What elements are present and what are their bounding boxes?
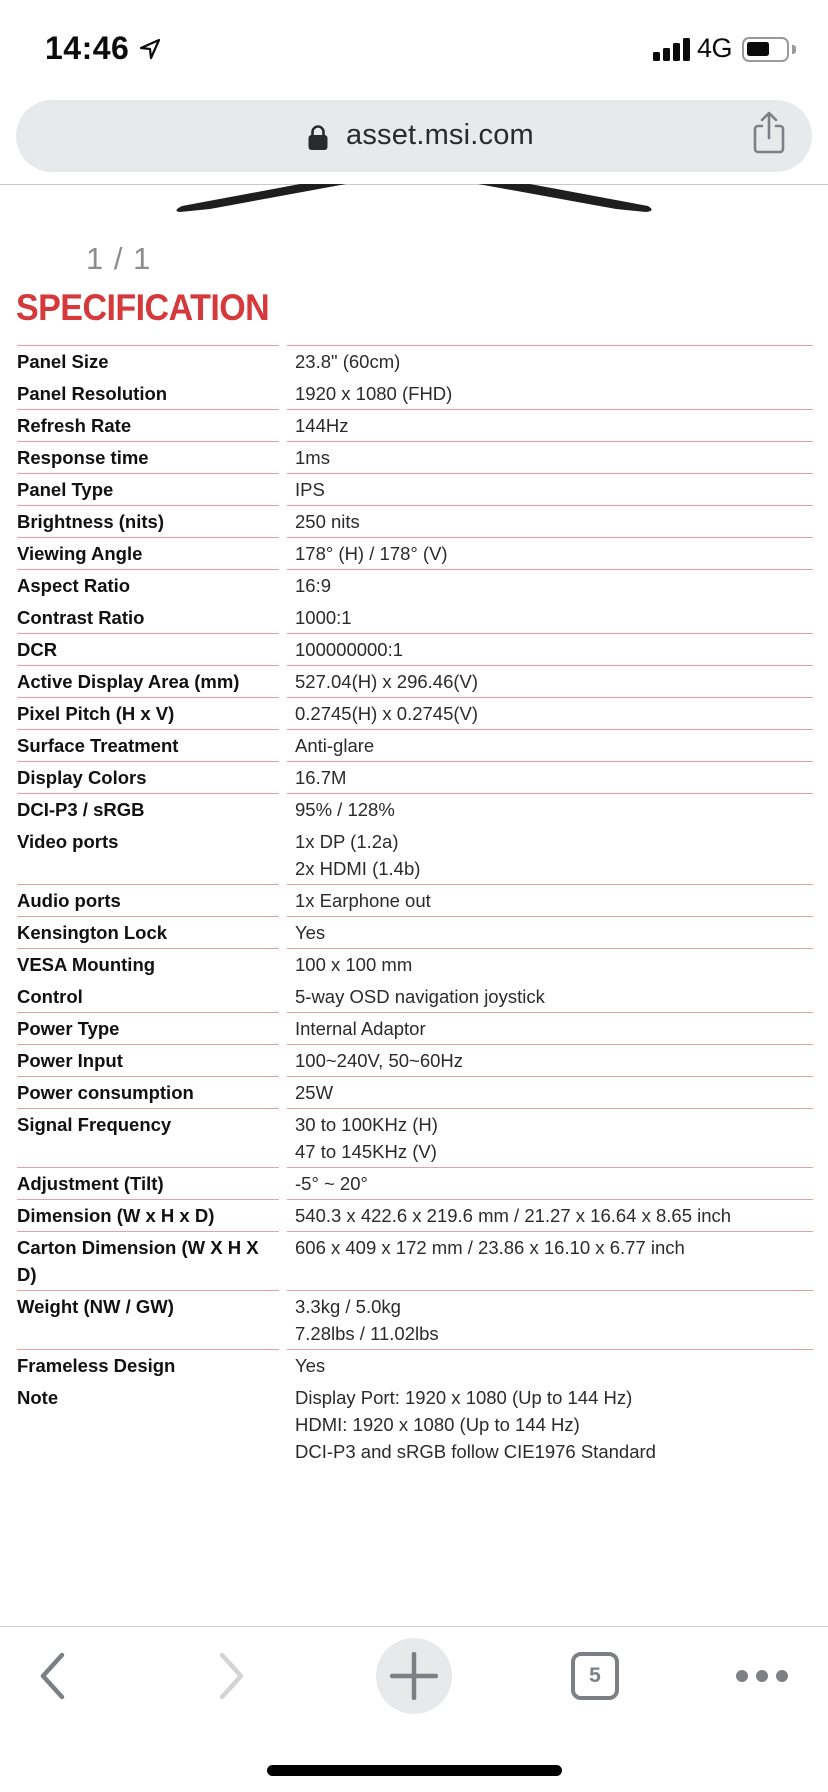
spec-value	[295, 1384, 813, 1465]
spec-label: Frameless Design	[17, 1355, 176, 1376]
spec-value	[295, 604, 813, 631]
spec-row-video-ports	[17, 826, 813, 885]
spec-value-line: DCI-P3 and sRGB follow CIE1976 Standard	[295, 1441, 656, 1462]
spec-label: Viewing Angle	[17, 543, 143, 564]
spec-row-dimension	[17, 1200, 813, 1232]
spec-row-power-consumption	[17, 1077, 813, 1109]
spec-value-line: 2x HDMI (1.4b)	[295, 858, 421, 879]
spec-row-panel-size	[17, 346, 813, 378]
forward-button[interactable]	[208, 1646, 256, 1706]
spec-value	[295, 1047, 813, 1074]
spec-value	[295, 636, 813, 663]
spec-row-panel-type	[17, 474, 813, 506]
spec-value-line: 1920 x 1080 (FHD)	[295, 383, 453, 404]
spec-value-line: 1x Earphone out	[295, 890, 431, 911]
share-icon[interactable]	[752, 110, 786, 154]
spec-row-kensington-lock	[17, 917, 813, 949]
spec-value	[295, 540, 813, 567]
spec-row-power-input	[17, 1045, 813, 1077]
bottom-toolbar-divider	[0, 1626, 828, 1627]
spec-label: Contrast Ratio	[17, 607, 145, 628]
spec-table	[17, 346, 813, 1468]
spec-row-control	[17, 981, 813, 1013]
spec-row-surface-treatment	[17, 730, 813, 762]
lock-icon	[307, 124, 329, 151]
spec-value-line: 540.3 x 422.6 x 219.6 mm / 21.27 x 16.64 x 8.65 inch	[295, 1205, 732, 1226]
location-arrow-icon	[139, 38, 161, 60]
spec-value-line: 7.28lbs / 11.02lbs	[295, 1323, 439, 1344]
spec-value	[295, 796, 813, 823]
spec-label: Panel Resolution	[17, 383, 168, 404]
spec-value-line: 1ms	[295, 447, 330, 468]
spec-label: Video ports	[17, 831, 119, 852]
spec-label: Audio ports	[17, 890, 121, 911]
spec-label: Adjustment (Tilt)	[17, 1173, 164, 1194]
spec-value	[295, 1293, 813, 1347]
spec-value-line: 100 x 100 mm	[295, 954, 413, 975]
specification-title: SPECIFICATION	[16, 287, 270, 328]
home-indicator[interactable]	[267, 1765, 562, 1776]
tabs-button[interactable]: 5	[571, 1652, 619, 1700]
spec-row-panel-resolution	[17, 378, 813, 410]
spec-value-line: HDMI: 1920 x 1080 (Up to 144 Hz)	[295, 1414, 580, 1435]
chevron-right-icon	[218, 1652, 246, 1700]
spec-value-line: Internal Adaptor	[295, 1018, 426, 1039]
spec-label: Dimension (W x H x D)	[17, 1205, 215, 1226]
spec-label: Power consumption	[17, 1082, 194, 1103]
spec-value-line: 144Hz	[295, 415, 349, 436]
spec-row-pixel-pitch	[17, 698, 813, 730]
more-button[interactable]	[728, 1656, 796, 1696]
spec-value-line: 1x DP (1.2a)	[295, 831, 399, 852]
spec-label: Control	[17, 986, 83, 1007]
spec-value	[295, 732, 813, 759]
spec-value	[295, 668, 813, 695]
spec-row-note	[17, 1382, 813, 1468]
spec-value-line: 5-way OSD navigation joystick	[295, 986, 545, 1007]
spec-value-line: 25W	[295, 1082, 334, 1103]
spec-value	[295, 983, 813, 1010]
spec-row-viewing-angle	[17, 538, 813, 570]
new-tab-button[interactable]	[376, 1638, 452, 1714]
spec-value	[295, 348, 813, 375]
spec-row-dci-p3-srgb	[17, 794, 813, 826]
spec-value-line: 527.04(H) x 296.46(V)	[295, 671, 479, 692]
spec-row-carton-dimension	[17, 1232, 813, 1291]
spec-label: Kensington Lock	[17, 922, 168, 943]
spec-value	[295, 1234, 813, 1288]
spec-label: Panel Type	[17, 479, 114, 500]
spec-row-weight	[17, 1291, 813, 1350]
spec-label: Brightness (nits)	[17, 511, 164, 532]
spec-row-aspect-ratio	[17, 570, 813, 602]
spec-row-signal-frequency	[17, 1109, 813, 1168]
spec-label: Panel Size	[17, 351, 109, 372]
spec-row-adjustment-tilt	[17, 1168, 813, 1200]
spec-value-line: 16.7M	[295, 767, 347, 788]
spec-value	[295, 380, 813, 407]
spec-row-refresh-rate	[17, 410, 813, 442]
spec-value-line: 250 nits	[295, 511, 360, 532]
spec-label: Refresh Rate	[17, 415, 132, 436]
spec-row-display-colors	[17, 762, 813, 794]
spec-row-brightness	[17, 506, 813, 538]
status-time: 14:46	[45, 30, 130, 66]
spec-value-line: 95% / 128%	[295, 799, 395, 820]
spec-value-line: 3.3kg / 5.0kg	[295, 1296, 401, 1317]
spec-label: Pixel Pitch (H x V)	[17, 703, 175, 724]
spec-value-line: 0.2745(H) x 0.2745(V)	[295, 703, 479, 724]
spec-value-line: -5° ~ 20°	[295, 1173, 368, 1194]
spec-label: Carton Dimension (W X H X D)	[17, 1237, 259, 1285]
spec-value	[295, 700, 813, 727]
spec-value-line: 178° (H) / 178° (V)	[295, 543, 448, 564]
spec-label: DCR	[17, 639, 58, 660]
spec-value-line: Display Port: 1920 x 1080 (Up to 144 Hz)	[295, 1387, 633, 1408]
spec-value-line: IPS	[295, 479, 325, 500]
spec-row-audio-ports	[17, 885, 813, 917]
back-button[interactable]	[28, 1646, 76, 1706]
spec-value-line: Yes	[295, 922, 326, 943]
spec-value	[295, 412, 813, 439]
spec-label: Weight (NW / GW)	[17, 1296, 174, 1317]
spec-label: Active Display Area (mm)	[17, 671, 240, 692]
monitor-stand-image	[0, 184, 828, 216]
spec-value	[295, 1079, 813, 1106]
spec-label: Response time	[17, 447, 149, 468]
spec-label: Display Colors	[17, 767, 147, 788]
battery-icon	[742, 37, 789, 62]
spec-label: DCI-P3 / sRGB	[17, 799, 145, 820]
spec-value	[295, 508, 813, 535]
spec-value-line: 23.8" (60cm)	[295, 351, 401, 372]
page-counter: 1 / 1	[86, 241, 152, 276]
spec-value	[295, 887, 813, 914]
spec-value	[295, 951, 813, 978]
spec-value	[295, 476, 813, 503]
spec-value-line: 16:9	[295, 575, 332, 596]
spec-value	[295, 1202, 813, 1229]
more-dots-icon	[734, 1668, 790, 1684]
spec-value	[295, 828, 813, 882]
network-type: 4G	[697, 33, 733, 63]
battery-nub	[792, 45, 796, 54]
status-bar	[0, 0, 828, 96]
spec-value-line: Anti-glare	[295, 735, 375, 756]
spec-value-line: 100000000:1	[295, 639, 404, 660]
spec-value	[295, 1170, 813, 1197]
spec-row-power-type	[17, 1013, 813, 1045]
spec-label: Power Type	[17, 1018, 120, 1039]
url-text[interactable]: asset.msi.com	[346, 119, 534, 151]
spec-value-line: 47 to 145KHz (V)	[295, 1141, 437, 1162]
spec-row-vesa-mounting	[17, 949, 813, 981]
spec-row-active-display-area	[17, 666, 813, 698]
spec-label: Power Input	[17, 1050, 123, 1071]
signal-bars-icon	[653, 38, 690, 61]
spec-value-line: 1000:1	[295, 607, 352, 628]
spec-value	[295, 764, 813, 791]
spec-label: VESA Mounting	[17, 954, 156, 975]
spec-value	[295, 1352, 813, 1379]
spec-row-response-time	[17, 442, 813, 474]
spec-value	[295, 1111, 813, 1165]
spec-value	[295, 1015, 813, 1042]
spec-value	[295, 572, 813, 599]
spec-label: Signal Frequency	[17, 1114, 172, 1135]
spec-value	[295, 919, 813, 946]
chevron-left-icon	[38, 1652, 66, 1700]
spec-value	[295, 444, 813, 471]
spec-row-dcr	[17, 634, 813, 666]
spec-row-contrast-ratio	[17, 602, 813, 634]
spec-value-line: 30 to 100KHz (H)	[295, 1114, 438, 1135]
spec-label: Aspect Ratio	[17, 575, 131, 596]
battery-level	[747, 42, 769, 56]
spec-row-frameless-design	[17, 1350, 813, 1382]
spec-label: Note	[17, 1387, 59, 1408]
spec-value-line: Yes	[295, 1355, 326, 1376]
plus-icon	[390, 1652, 438, 1700]
spec-value-line: 606 x 409 x 172 mm / 23.86 x 16.10 x 6.77 inch	[295, 1237, 685, 1258]
spec-label: Surface Treatment	[17, 735, 179, 756]
spec-value-line: 100~240V, 50~60Hz	[295, 1050, 464, 1071]
